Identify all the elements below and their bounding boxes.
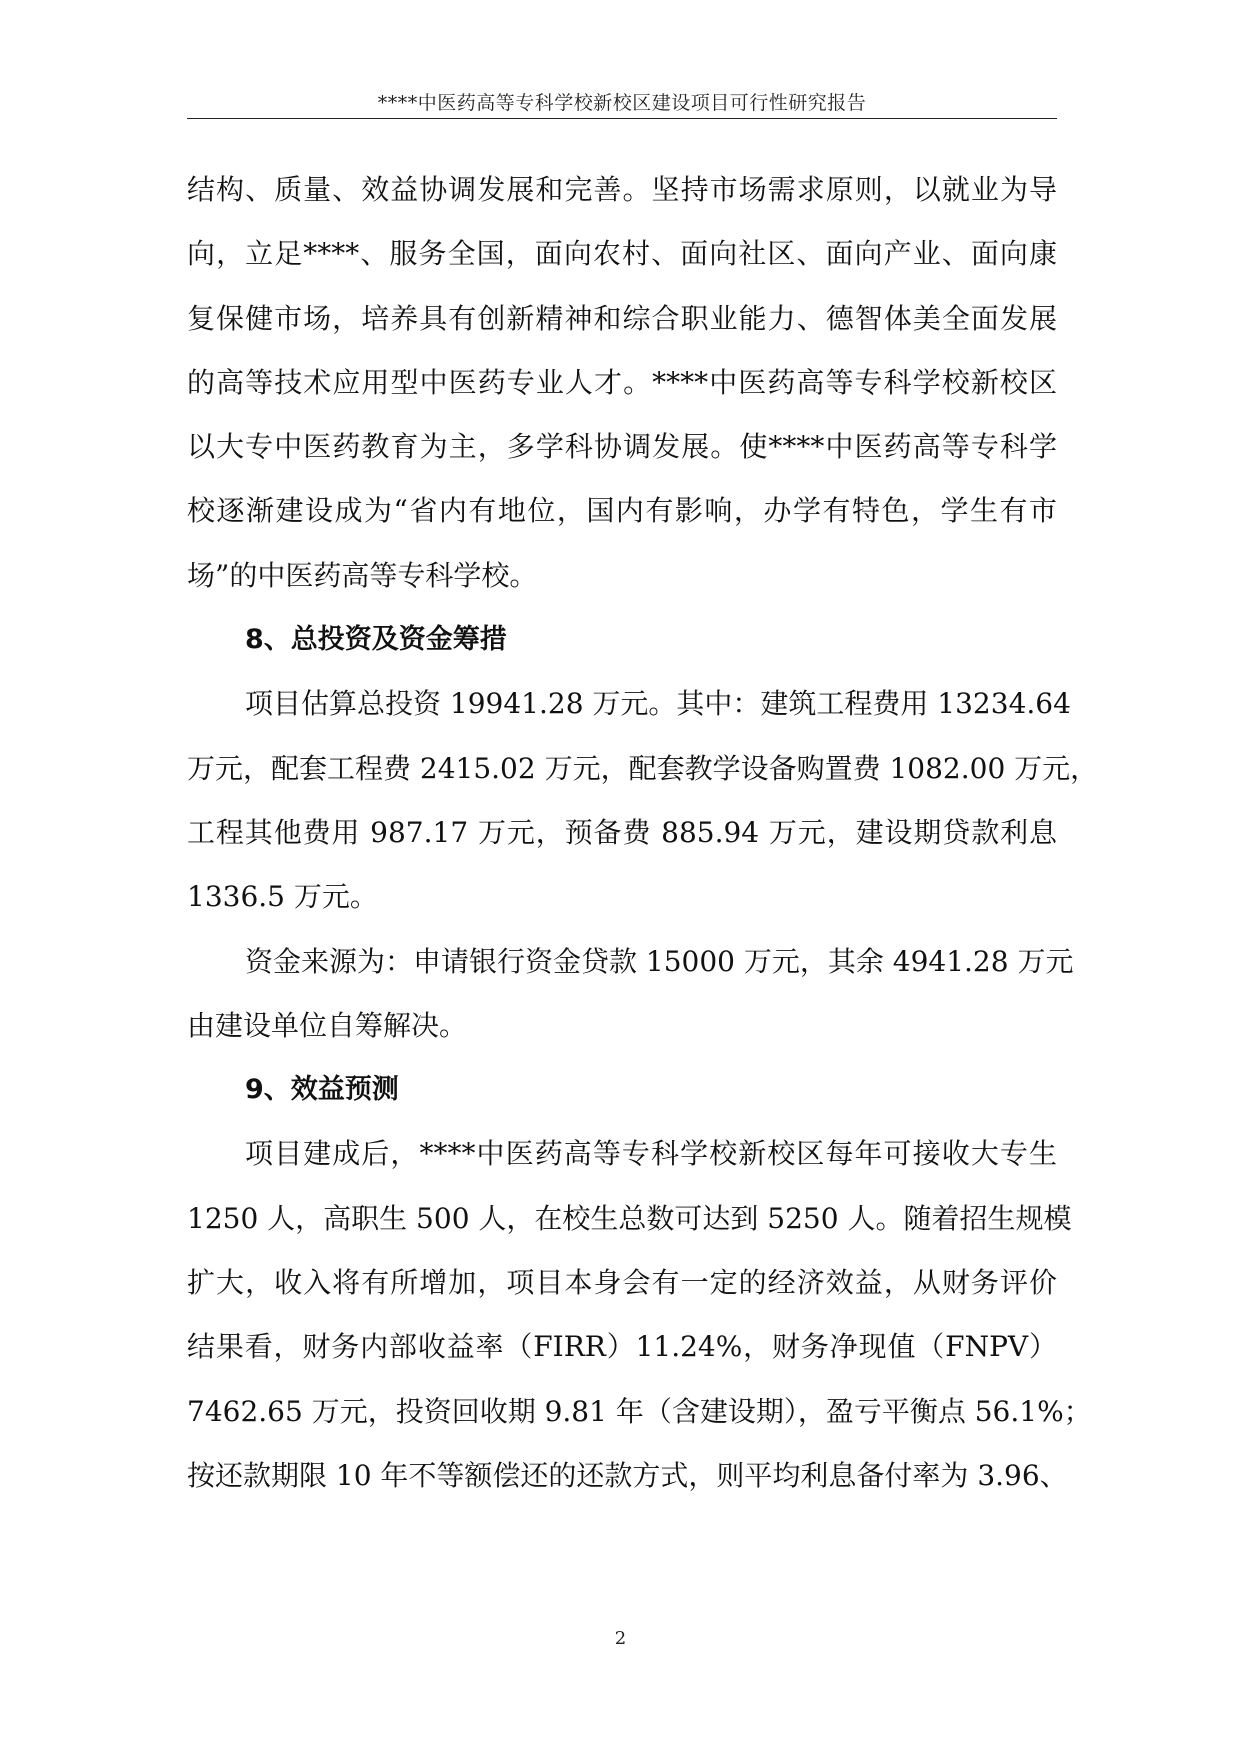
paragraph-line: 扩大，收入将有所增加，项目本身会有一定的经济效益，从财务评价 bbox=[187, 1266, 1057, 1300]
paragraph-line: 结构、质量、效益协调发展和完善。坚持市场需求原则，以就业为导 bbox=[187, 173, 1057, 206]
paragraph-line: 资金来源为：申请银行资金贷款 15000 万元，其余 4941.28 万元 bbox=[245, 944, 1074, 978]
paragraph-line: 复保健市场，培养具有创新精神和综合职业能力、德智体美全面发展 bbox=[187, 301, 1057, 335]
paragraph-line: 校逐渐建设成为“省内有地位，国内有影响，办学有特色，学生有市 bbox=[187, 494, 1057, 528]
paragraph-line: 按还款期限 10 年不等额偿还的还款方式，则平均利息备付率为 3.96、 bbox=[187, 1458, 1068, 1492]
section-heading-investment: 8、总投资及资金筹措 bbox=[245, 624, 507, 656]
document-body bbox=[187, 158, 1099, 1508]
page-header-title: ****中医药高等专科学校新校区建设项目可行性研究报告 bbox=[377, 92, 867, 114]
paragraph-line: 7462.65 万元，投资回收期 9.81 年（含建设期），盈亏平衡点 56.1%； bbox=[187, 1394, 1092, 1428]
page-number: 2 bbox=[614, 1628, 627, 1649]
paragraph-line: 万元，配套工程费 2415.02 万元，配套教学设备购置费 1082.00 万元， bbox=[187, 751, 1099, 785]
section-heading-benefit: 9、效益预测 bbox=[245, 1074, 399, 1106]
header-divider bbox=[187, 118, 1057, 119]
paragraph-line: 以大专中医药教育为主，多学科协调发展。使****中医药高等专科学 bbox=[187, 430, 1057, 464]
paragraph-line: 项目建成后，****中医药高等专科学校新校区每年可接收大专生 bbox=[245, 1137, 1057, 1171]
paragraph-line: 由建设单位自筹解决。 bbox=[187, 1008, 468, 1042]
paragraph-line: 项目估算总投资 19941.28 万元。其中：建筑工程费用 13234.64 bbox=[245, 687, 1071, 721]
paragraph-line: 结果看，财务内部收益率（FIRR）11.24%，财务净现值（FNPV） bbox=[187, 1330, 1057, 1364]
paragraph-line: 1250 人，高职生 500 人，在校生总数可达到 5250 人。随着招生规模 bbox=[187, 1201, 1072, 1235]
paragraph-line: 工程其他费用 987.17 万元，预备费 885.94 万元，建设期贷款利息 bbox=[187, 815, 1057, 849]
paragraph-line: 的高等技术应用型中医药专业人才。****中医药高等专科学校新校区 bbox=[187, 365, 1057, 399]
paragraph-line: 场”的中医药高等专科学校。 bbox=[187, 558, 538, 592]
paragraph-line: 1336.5 万元。 bbox=[187, 880, 378, 914]
paragraph-line: 向，立足****、服务全国，面向农村、面向社区、面向产业、面向康 bbox=[187, 237, 1057, 271]
